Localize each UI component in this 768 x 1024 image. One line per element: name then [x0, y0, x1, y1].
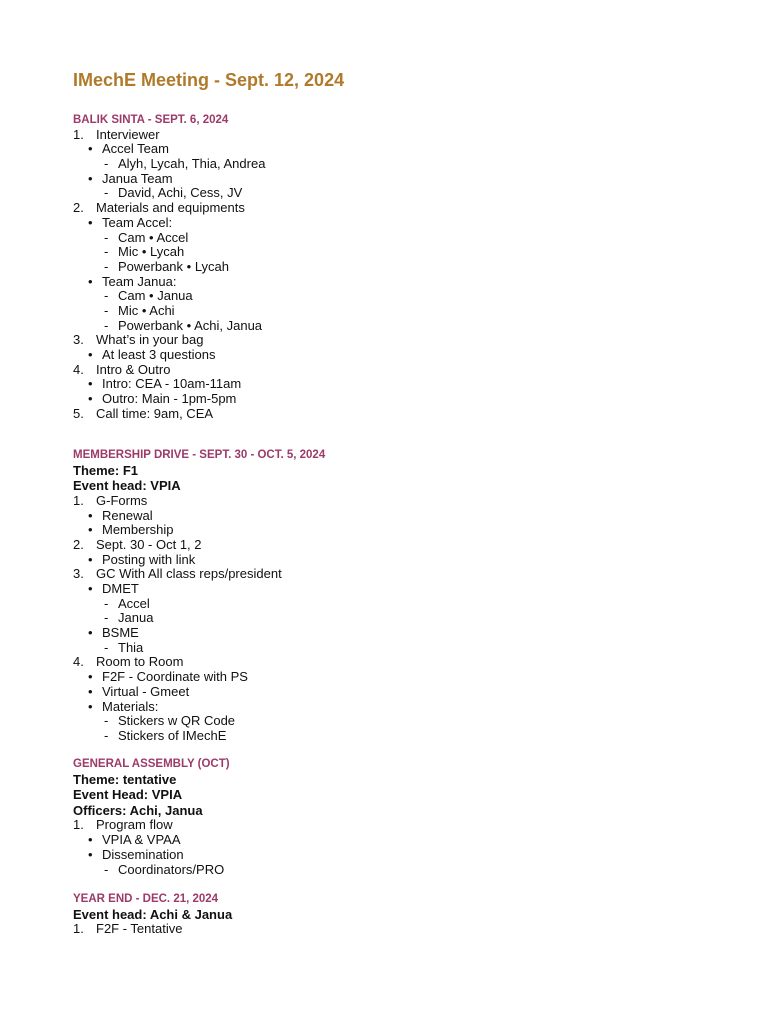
dash-list — [73, 289, 693, 333]
bullet-item-text: BSME — [102, 625, 139, 641]
bullet-item-text: Team Accel: — [102, 214, 173, 230]
bullet-item-text: Janua Team — [102, 170, 173, 186]
agenda-section — [73, 892, 693, 937]
bullet-item — [73, 553, 693, 568]
list-item-number: 2. — [73, 200, 84, 216]
bullet-item-row — [73, 172, 693, 187]
dash-item — [73, 863, 693, 878]
bullet-item-text: F2F - Coordinate with PS — [102, 669, 248, 685]
dash-item-text: Mic • Lycah — [118, 244, 185, 260]
section-detail-line: Event Head: VPIA — [73, 787, 183, 803]
list-item-number: 2. — [73, 536, 84, 552]
list-item-text: Room to Room — [96, 654, 184, 670]
bullet-item-row — [73, 275, 693, 290]
bullet-item-row — [73, 216, 693, 231]
dash-list — [73, 157, 693, 172]
dash-item-text: Coordinators/PRO — [118, 861, 225, 877]
bullet-item-row — [73, 142, 693, 157]
bullet-item — [73, 216, 693, 275]
list-item-row — [73, 922, 693, 937]
bullet-item-row — [73, 523, 693, 538]
dash-item-text: Powerbank • Achi, Janua — [118, 317, 263, 333]
bullet-list — [73, 509, 693, 538]
bullet-item — [73, 523, 693, 538]
bullet-item-row — [73, 582, 693, 597]
bullet-item — [73, 275, 693, 334]
list-item — [73, 818, 693, 877]
bullet-item — [73, 392, 693, 407]
bullet-item-row — [73, 685, 693, 700]
bullet-item — [73, 172, 693, 201]
bullet-item-text: Materials: — [102, 698, 159, 714]
bullet-item — [73, 142, 693, 171]
list-item — [73, 655, 693, 743]
dash-icon: - — [104, 639, 109, 655]
bullet-item-row — [73, 509, 693, 524]
bullet-icon: • — [88, 683, 93, 699]
bullet-item-text: Dissemination — [102, 846, 184, 862]
dash-icon: - — [104, 156, 109, 172]
dash-item-text: Thia — [118, 639, 144, 655]
bullet-item — [73, 700, 693, 744]
bullet-icon: • — [88, 141, 93, 157]
list-item — [73, 567, 693, 655]
dash-icon: - — [104, 317, 109, 333]
dash-item-text: Stickers w QR Code — [118, 713, 236, 729]
dash-item — [73, 157, 693, 172]
dash-item — [73, 186, 693, 201]
dash-list — [73, 186, 693, 201]
list-item-row — [73, 655, 693, 670]
bullet-icon: • — [88, 522, 93, 538]
section-detail-line: Officers: Achi, Janua — [73, 802, 203, 818]
dash-item-text: Stickers of IMechE — [118, 727, 227, 743]
list-item-number: 1. — [73, 492, 84, 508]
dash-icon: - — [104, 727, 109, 743]
bullet-item-row — [73, 392, 693, 407]
list-item-number: 4. — [73, 654, 84, 670]
bullet-item-text: Renewal — [102, 507, 153, 523]
section-heading: GENERAL ASSEMBLY (OCT) — [73, 758, 230, 770]
list-item-number: 4. — [73, 361, 84, 377]
dash-item — [73, 597, 693, 612]
dash-item-text: David, Achi, Cess, JV — [118, 185, 243, 201]
bullet-icon: • — [88, 507, 93, 523]
list-item-text: Materials and equipments — [96, 200, 245, 216]
dash-icon: - — [104, 302, 109, 318]
list-item-number: 1. — [73, 817, 84, 833]
bullet-item-row — [73, 377, 693, 392]
list-item — [73, 333, 693, 362]
numbered-list — [73, 818, 693, 877]
bullet-icon: • — [88, 846, 93, 862]
list-item-number: 1. — [73, 921, 84, 937]
bullet-item — [73, 377, 693, 392]
bullet-list — [73, 670, 693, 743]
list-item-row — [73, 494, 693, 509]
dash-icon: - — [104, 185, 109, 201]
bullet-item-text: Intro: CEA - 10am-11am — [102, 376, 242, 392]
section-heading: YEAR END - DEC. 21, 2024 — [73, 893, 219, 905]
dash-item-text: Alyh, Lycah, Thia, Andrea — [118, 156, 266, 172]
list-item-row — [73, 333, 693, 348]
list-item — [73, 407, 693, 422]
section-detail-line: Theme: F1 — [73, 462, 139, 478]
dash-item-text: Cam • Accel — [118, 229, 189, 245]
list-item — [73, 363, 693, 407]
dash-item-text: Mic • Achi — [118, 302, 175, 318]
bullet-list — [73, 377, 693, 406]
bullet-icon: • — [88, 551, 93, 567]
bullet-item-text: Posting with link — [102, 551, 196, 567]
bullet-item-row — [73, 626, 693, 641]
dash-icon: - — [104, 713, 109, 729]
list-item-number: 3. — [73, 566, 84, 582]
list-item-row — [73, 407, 693, 422]
bullet-item-text: Virtual - Gmeet — [102, 683, 190, 699]
section-heading: MEMBERSHIP DRIVE - SEPT. 30 - OCT. 5, 2024 — [73, 449, 326, 461]
agenda-section — [73, 757, 693, 877]
agenda-section — [73, 448, 693, 744]
bullet-list — [73, 348, 693, 363]
bullet-list — [73, 833, 693, 877]
bullet-item-text: Accel Team — [102, 141, 169, 157]
list-item-row — [73, 201, 693, 216]
dash-list — [73, 597, 693, 626]
section-heading: BALIK SINTA - SEPT. 6, 2024 — [73, 114, 229, 126]
bullet-icon: • — [88, 669, 93, 685]
dash-item — [73, 611, 693, 626]
dash-icon: - — [104, 861, 109, 877]
list-item-text: Sept. 30 - Oct 1, 2 — [96, 536, 202, 552]
list-item-text: Call time: 9am, CEA — [96, 405, 214, 421]
dash-item — [73, 304, 693, 319]
dash-list — [73, 641, 693, 656]
bullet-icon: • — [88, 698, 93, 714]
bullet-item — [73, 833, 693, 848]
dash-icon: - — [104, 595, 109, 611]
bullet-item-row — [73, 348, 693, 363]
dash-item — [73, 729, 693, 744]
bullet-icon: • — [88, 391, 93, 407]
list-item — [73, 922, 693, 937]
dash-item-text: Cam • Janua — [118, 288, 193, 304]
bullet-item-text: Membership — [102, 522, 174, 538]
list-item-row — [73, 363, 693, 378]
list-item — [73, 538, 693, 567]
list-item-number: 3. — [73, 332, 84, 348]
dash-icon: - — [104, 288, 109, 304]
bullet-item-row — [73, 833, 693, 848]
list-item-text: Intro & Outro — [96, 361, 171, 377]
dash-list — [73, 231, 693, 275]
dash-item — [73, 245, 693, 260]
list-item-text: G-Forms — [96, 492, 148, 508]
numbered-list — [73, 494, 693, 744]
dash-item-text: Janua — [118, 610, 154, 626]
list-item-text: GC With All class reps/president — [96, 566, 282, 582]
bullet-item-text: Team Janua: — [102, 273, 177, 289]
agenda-section — [73, 113, 693, 421]
bullet-icon: • — [88, 347, 93, 362]
dash-list — [73, 863, 693, 878]
section-detail-line: Theme: tentative — [73, 771, 177, 787]
dash-icon: - — [104, 610, 109, 626]
bullet-list — [73, 553, 693, 568]
bullet-item — [73, 582, 693, 626]
bullet-item — [73, 509, 693, 524]
bullet-item-text: Outro: Main - 1pm-5pm — [102, 391, 237, 407]
bullet-item-row — [73, 700, 693, 715]
bullet-item — [73, 685, 693, 700]
dash-item-text: Accel — [118, 595, 150, 611]
bullet-item-row — [73, 670, 693, 685]
bullet-icon: • — [88, 832, 93, 848]
list-item — [73, 128, 693, 201]
dash-item — [73, 641, 693, 656]
list-item-row — [73, 538, 693, 553]
dash-item — [73, 231, 693, 246]
list-item — [73, 201, 693, 333]
bullet-item-text: DMET — [102, 581, 139, 596]
page-title: IMechE Meeting - Sept. 12, 2024 — [73, 70, 345, 90]
bullet-item — [73, 626, 693, 655]
list-item-number: 1. — [73, 126, 84, 142]
dash-icon: - — [104, 244, 109, 260]
dash-item — [73, 289, 693, 304]
dash-list — [73, 714, 693, 743]
dash-item — [73, 319, 693, 334]
bullet-icon: • — [88, 273, 93, 289]
list-item-text: F2F - Tentative — [96, 921, 183, 937]
dash-item — [73, 260, 693, 275]
bullet-list — [73, 216, 693, 334]
list-item-text: Interviewer — [96, 126, 160, 142]
bullet-item — [73, 848, 693, 877]
section-detail-line: Event head: Achi & Janua — [73, 906, 233, 922]
bullet-list — [73, 582, 693, 655]
bullet-icon: • — [88, 581, 93, 596]
list-item-row — [73, 818, 693, 833]
bullet-item — [73, 670, 693, 685]
list-item-text: Program flow — [96, 817, 173, 833]
section-detail-line: Event head: VPIA — [73, 478, 181, 494]
dash-item — [73, 714, 693, 729]
list-item-row — [73, 128, 693, 143]
dash-icon: - — [104, 258, 109, 274]
list-item-row — [73, 567, 693, 582]
dash-item-text: Powerbank • Lycah — [118, 258, 230, 274]
list-item-text: What’s in your bag — [96, 332, 204, 348]
numbered-list — [73, 128, 693, 422]
bullet-icon: • — [88, 376, 93, 392]
list-item — [73, 494, 693, 538]
bullet-icon: • — [88, 625, 93, 641]
bullet-icon: • — [88, 214, 93, 230]
bullet-item-text: VPIA & VPAA — [102, 832, 181, 848]
list-item-number: 5. — [73, 405, 84, 421]
bullet-icon: • — [88, 170, 93, 186]
bullet-item — [73, 348, 693, 363]
bullet-item-row — [73, 553, 693, 568]
bullet-item-row — [73, 848, 693, 863]
bullet-item-text: At least 3 questions — [102, 347, 216, 362]
bullet-list — [73, 142, 693, 201]
dash-icon: - — [104, 229, 109, 245]
numbered-list — [73, 922, 693, 937]
